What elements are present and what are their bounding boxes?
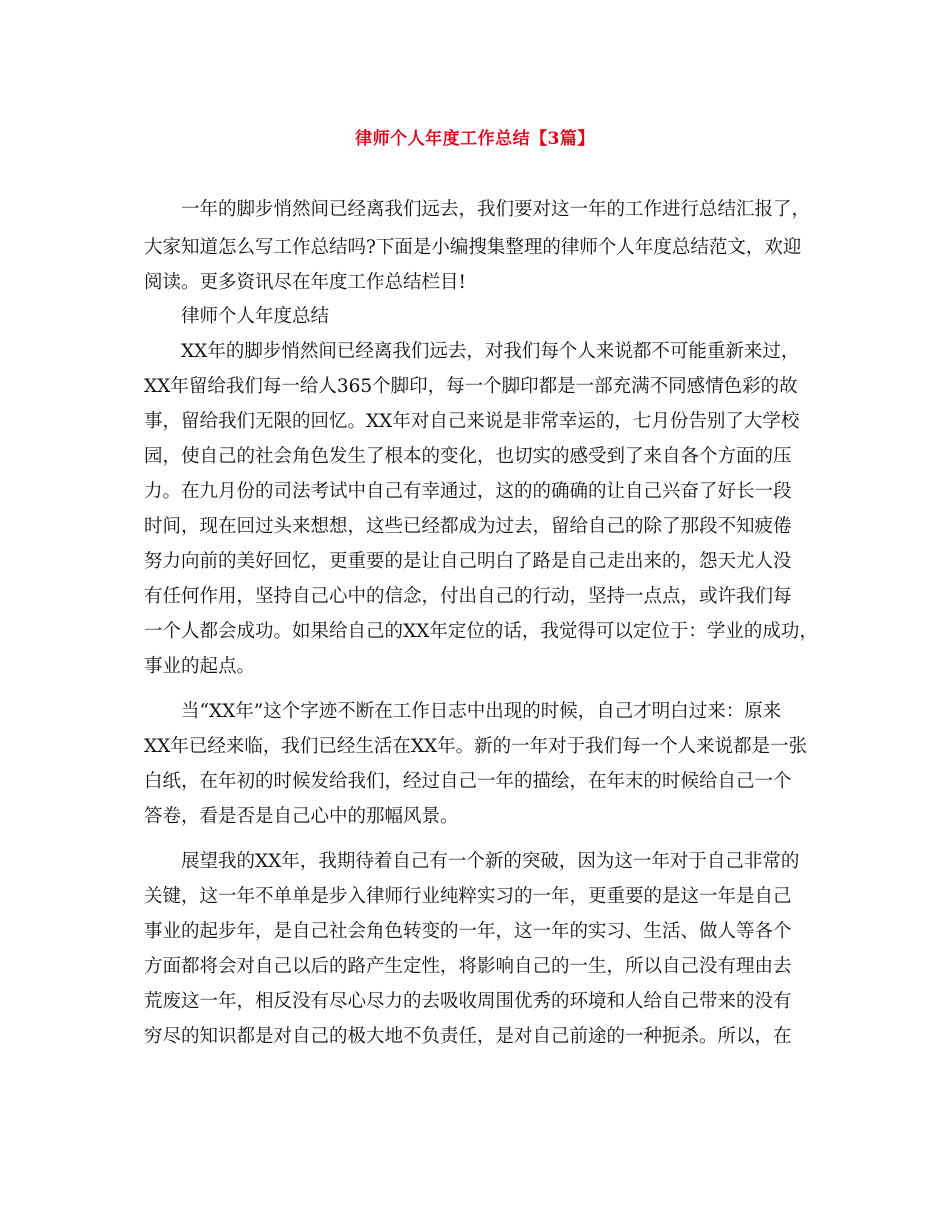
paragraph-line: XX年的脚步悄然间已经离我们远去，对我们每个人来说都不可能重新来过， [181, 341, 800, 362]
paragraph-line: 展望我的XX年，我期待着自己有一个新的突破，因为这一年对于自己非常的 [181, 851, 800, 872]
paragraph-line: 答卷，看是否是自己心中的那幅风景。 [144, 806, 459, 827]
paragraph-line: 有任何作用，坚持自己心中的信念，付出自己的行动，坚持一点点，或许我们每 [144, 586, 792, 607]
paragraph-line: 力。在九月份的司法考试中自己有幸通过，这的的确确的让自己兴奋了好长一段 [144, 481, 792, 502]
paragraph-line: 穷尽的知识都是对自己的极大地不负责任，是对自己前途的一种扼杀。所以，在 [144, 1026, 792, 1047]
paragraph-line: 时间，现在回过头来想想，这些已经都成为过去，留给自己的除了那段不知疲倦 [144, 516, 792, 537]
paragraph-line: 关键，这一年不单单是步入律师行业纯粹实习的一年，更重要的是这一年是自己 [144, 886, 792, 907]
paragraph-line: 一年的脚步悄然间已经离我们远去，我们要对这一年的工作进行总结汇报了， [181, 199, 811, 220]
section-heading: 律师个人年度总结 [181, 306, 330, 327]
paragraph-line: XX年留给我们每一给人365个脚印，每一个脚印都是一部充满不同感情色彩的故 [144, 376, 798, 397]
paragraph-line: 白纸，在年初的时候发给我们，经过自己一年的描绘，在年末的时候给自己一个 [144, 771, 792, 792]
paragraph-line: 大家知道怎么写工作总结吗?下面是小编搜集整理的律师个人年度总结范文，欢迎 [144, 237, 802, 258]
paragraph-line: 事，留给我们无限的回忆。XX年对自己来说是非常幸运的，七月份告别了大学校 [144, 411, 800, 432]
paragraph-line: 事业的起步年，是自己社会角色转变的一年，这一年的实习、生活、做人等各个 [144, 921, 792, 942]
paragraph-line: 一个人都会成功。如果给自己的XX年定位的话，我觉得可以定位于：学业的成功， [144, 621, 818, 642]
document-title: 律师个人年度工作总结【3篇】 [355, 129, 595, 149]
paragraph-line: XX年已经来临，我们已经生活在XX年。新的一年对于我们每一个人来说都是一张 [144, 736, 808, 757]
paragraph-line: 园，使自己的社会角色发生了根本的变化，也切实的感受到了来自各个方面的压 [144, 446, 792, 467]
paragraph-line: 荒废这一年，相反没有尽心尽力的去吸收周围优秀的环境和人给自己带来的没有 [144, 991, 792, 1012]
paragraph-line: 方面都将会对自己以后的路产生定性，将影响自己的一生，所以自己没有理由去 [144, 956, 792, 977]
paragraph-line: 当“XX年”这个字迹不断在工作日志中出现的时候，自己才明白过来：原来 [181, 701, 782, 722]
paragraph-line: 阅读。更多资讯尽在年度工作总结栏目! [144, 272, 466, 293]
paragraph-line: 事业的起点。 [144, 656, 256, 677]
paragraph-line: 努力向前的美好回忆，更重要的是让自己明白了路是自己走出来的，怨天尤人没 [144, 551, 792, 572]
